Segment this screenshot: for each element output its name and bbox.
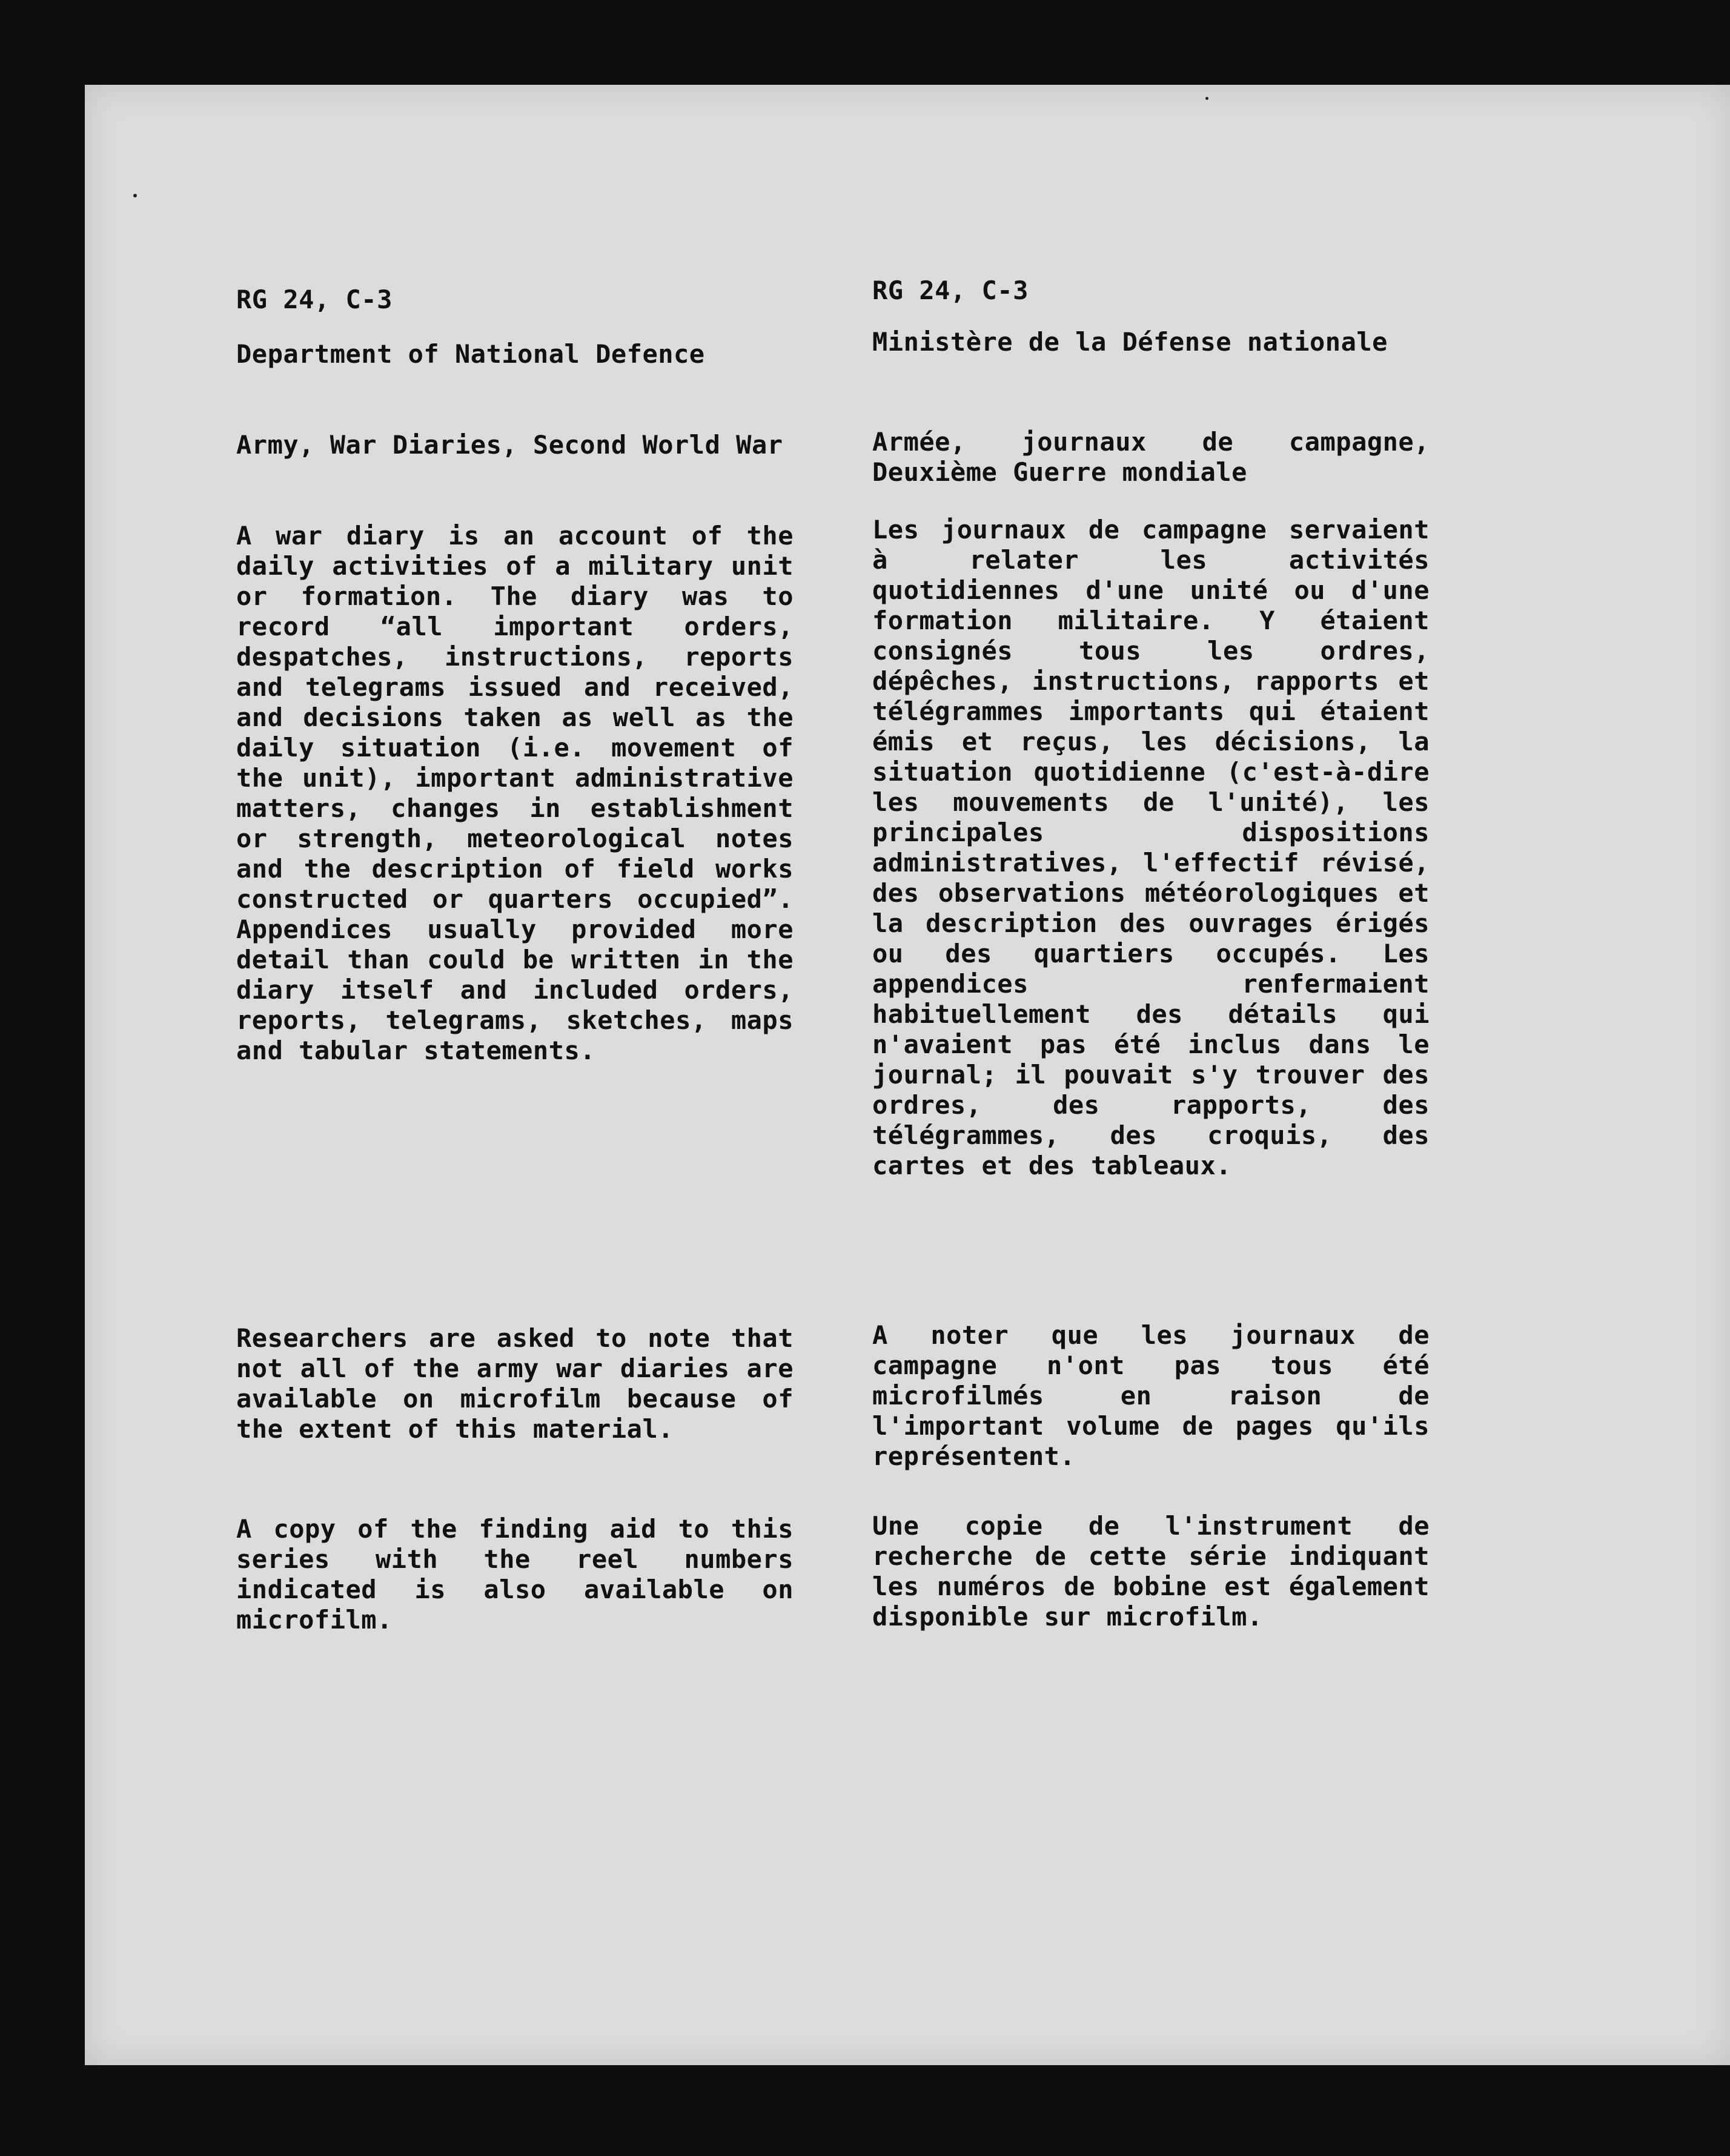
microfilm-note-fr: A noter que les journaux de campagne n'ont pas tous été microfilmés en raison de l'important volume de pages qu'ils représentent. xyxy=(872,1320,1430,1471)
dust-speck xyxy=(133,194,137,197)
microfilm-note-en: Researchers are asked to note that not all of the army war diaries are available on microfilm because of the extent of this material. xyxy=(236,1323,794,1444)
series-title-en: Army, War Diaries, Second World War xyxy=(236,430,783,460)
series-title-fr: Armée, journaux de campagne, Deuxième Guerre mondiale xyxy=(872,427,1430,487)
dust-speck xyxy=(1205,97,1208,100)
description-en: A war diary is an account of the daily activities of a military unit or formation. The diary was to record “all important orders, despatches, instructions, reports and telegrams issued and received, and decisions taken as well as the daily situation (i.e. movement of the unit), important administrative matters, changes in establishment or strength, meteorological notes and the description of field works constructed or quarters occupied”. Appendices usually provided more detail than could be written in the diary itself and included orders, reports, telegrams, sketches, maps and tabular statements. xyxy=(236,521,794,1065)
finding-aid-fr: Une copie de l'instrument de recherche de cette série indiquant les numéros de bobine est également disponible sur microfilm. xyxy=(872,1511,1430,1632)
document-page xyxy=(85,85,1730,2065)
department-fr: Ministère de la Défense nationale xyxy=(872,327,1388,357)
record-group-en: RG 24, C-3 xyxy=(236,285,393,314)
finding-aid-en: A copy of the finding aid to this series with the reel numbers indicated is also available on microfilm. xyxy=(236,1514,794,1635)
department-en: Department of National Defence xyxy=(236,339,705,369)
description-fr: Les journaux de campagne servaient à relater les activités quotidiennes d'une unité ou d'une formation militaire. Y étaient consignés tous les ordres, dépêches, instructions, rapports et télégrammes importants qui étaient émis et reçus, les décisions, la situation quotidienne (c'est-à-dire les mouvements de l'unité), les principales dispositions administratives, l'effectif révisé, des observations météorologiques et la description des ouvrages érigés ou des quartiers occupés. Les appendices renfermaient habituellement des détails qui n'avaient pas été inclus dans le journal; il pouvait s'y trouver des ordres, des rapports, des télégrammes, des croquis, des cartes et des tableaux. xyxy=(872,515,1430,1180)
record-group-fr: RG 24, C-3 xyxy=(872,276,1029,305)
